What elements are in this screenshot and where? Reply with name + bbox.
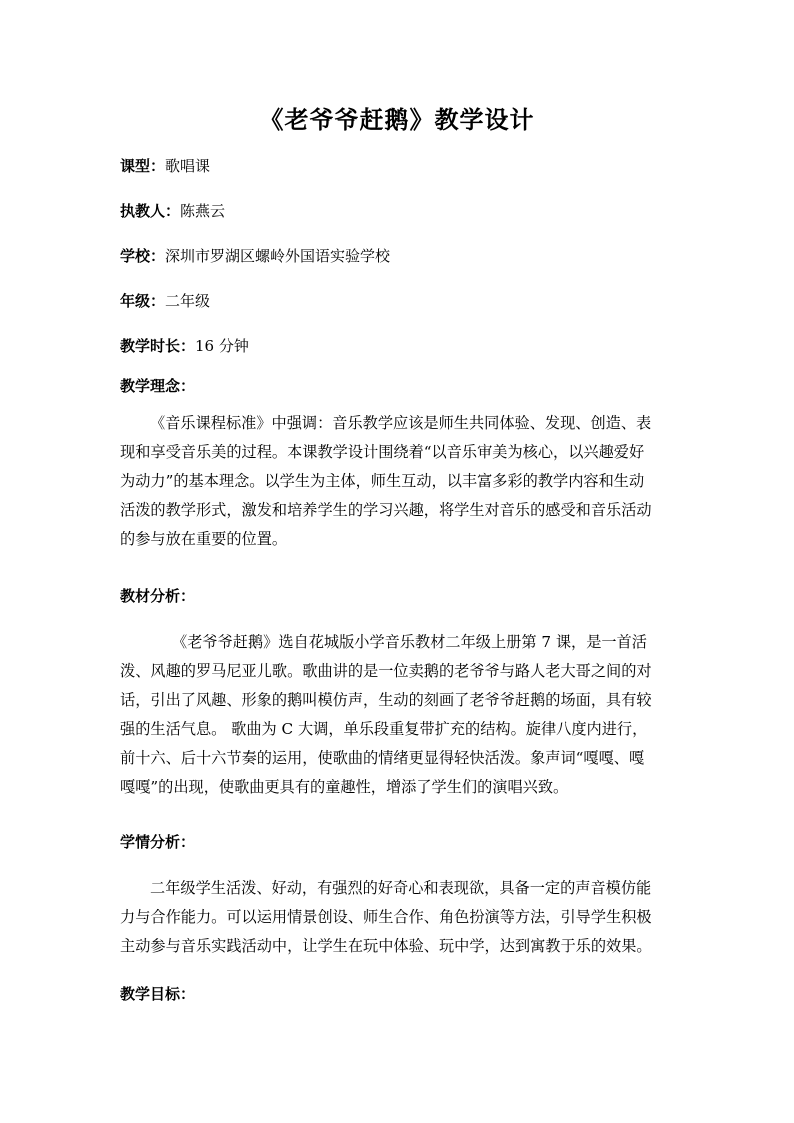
- paragraph-line: 为动力”的基本理念。以学生为主体，师生互动，以丰富多彩的教学内容和生动: [120, 472, 645, 490]
- field-duration-label: 教学时长：: [120, 337, 196, 355]
- paragraph-line: 的参与放在重要的位置。: [120, 530, 288, 548]
- paragraph-line: 前十六、后十六节奏的运用，使歌曲的情绪更显得轻快活泼。象声词“嘎嘎、嘎: [120, 749, 645, 767]
- section-heading-objectives: 教学目标：: [120, 985, 196, 1003]
- field-school: [120, 246, 390, 266]
- paragraph-line: 《老爷爷赶鹅》选自花城版小学音乐教材二年级上册第 7 课，是一首活: [172, 633, 647, 651]
- field-teacher-label: 执教人：: [120, 202, 181, 220]
- field-grade: [120, 291, 210, 311]
- paragraph-line: 《音乐课程标准》中强调：音乐教学应该是师生共同体验、发现、创造、表: [150, 414, 652, 432]
- field-duration: [120, 336, 249, 356]
- paragraph-line: 泼、风趣的罗马尼亚儿歌。歌曲讲的是一位卖鹅的老爷爷与路人老大哥之间的对: [120, 662, 652, 680]
- field-grade-value: 二年级: [165, 292, 211, 310]
- paragraph-line: 主动参与音乐实践活动中，让学生在玩中体验、玩中学，达到寓教于乐的效果。: [120, 937, 652, 955]
- field-teacher-value: 陈燕云: [180, 202, 226, 220]
- section-paragraph-students: [120, 874, 672, 961]
- field-school-label: 学校：: [120, 247, 166, 265]
- paragraph-line: 力与合作能力。可以运用情景创设、师生合作、角色扮演等方法，引导学生积极: [120, 908, 652, 926]
- field-duration-value: 16 分钟: [195, 337, 249, 355]
- field-lesson-type-label: 课型：: [120, 157, 166, 175]
- section-heading-concept: 教学理念：: [120, 377, 196, 395]
- document-title: 《老爷爷赶鹅》教学设计: [259, 105, 535, 134]
- paragraph-line: 现和享受音乐美的过程。本课教学设计围绕着“以音乐审美为核心，以兴趣爱好: [120, 443, 645, 461]
- paragraph-line: 二年级学生活泼、好动，有强烈的好奇心和表现欲，具备一定的声音模仿能: [150, 879, 652, 897]
- field-teacher: [120, 201, 225, 221]
- paragraph-line: 活泼的教学形式，激发和培养学生的学习兴趣，将学生对音乐的感受和音乐活动: [120, 501, 652, 519]
- section-heading-material: 教材分析：: [120, 587, 196, 605]
- field-school-value: 深圳市罗湖区螺岭外国语实验学校: [165, 247, 391, 265]
- paragraph-line: 话，引出了风趣、形象的鹅叫模仿声，生动的刻画了老爷爷赶鹅的场面，具有较: [120, 691, 652, 709]
- paragraph-line: 强的生活气息。 歌曲为 C 大调，单乐段重复带扩充的结构。旋律八度内进行，: [120, 720, 648, 738]
- field-lesson-type: [120, 156, 210, 176]
- field-lesson-type-value: 歌唱课: [165, 157, 211, 175]
- section-paragraph-material: [120, 628, 672, 802]
- section-heading-students: 学情分析：: [120, 833, 196, 851]
- field-grade-label: 年级：: [120, 292, 166, 310]
- section-paragraph-concept: [120, 409, 672, 554]
- paragraph-line: 嘎嘎”的出现，使歌曲更具有的童趣性，增添了学生们的演唱兴致。: [120, 778, 569, 796]
